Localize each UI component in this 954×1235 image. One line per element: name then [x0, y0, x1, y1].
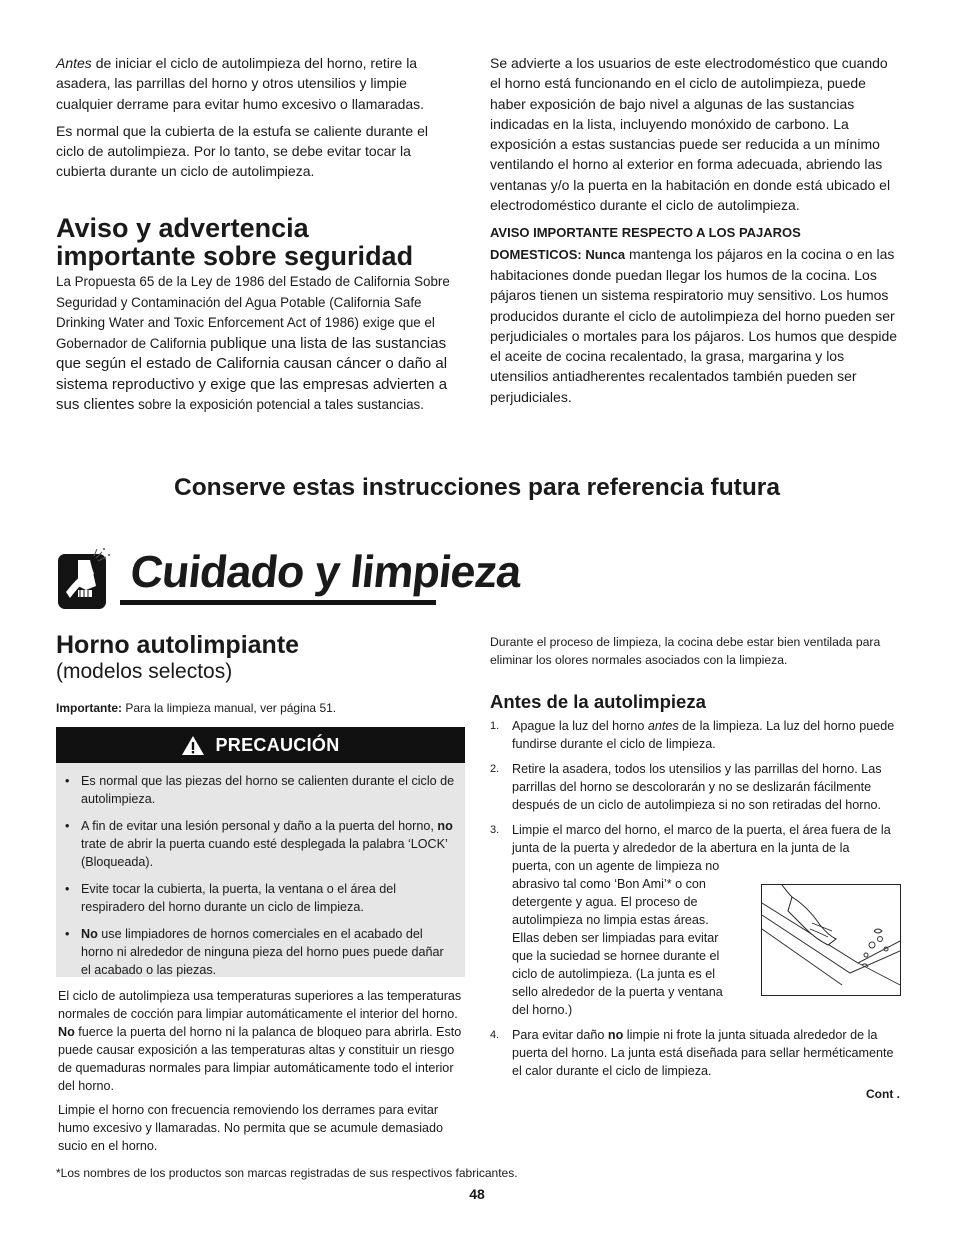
right-top-column	[490, 53, 902, 407]
caution-item	[56, 817, 455, 871]
step-number: 3.	[490, 824, 500, 836]
aviso-heading	[56, 214, 462, 270]
birds-paragraph	[490, 222, 902, 407]
section-title: Cuidado y limpieza	[128, 546, 524, 597]
selfclean-bold: No	[58, 1025, 75, 1039]
warning-icon	[181, 735, 205, 756]
step-text: Limpie el marco del horno, el marco de la puerta, el área fuera de la junta de la puerta y alrededor de la abertura en la junta de la	[512, 823, 891, 855]
birds-text: mantenga los pájaros en la cocina o en las habitaciones donde puedan llegar los humos de la cocina. Los pájaros tienen un sistema respiratorio muy sensitivo. Los humos producidos durante el ciclo de autolimpieza del horno pueden ser perjudiciales o mortales para los pájaros. Los humos que despide el aceite de cocina recalentado, la grasa, margarina y los utensilios antiadherentes recalentados también pueden ser perjudiciales.	[490, 245, 898, 405]
aviso-heading-line1: Aviso y advertencia	[56, 213, 309, 243]
caution-item-text: Evite tocar la cubierta, la puerta, la ventana o el área del respiradero del horno durante un ciclo de limpieza.	[81, 882, 397, 914]
frequency-paragraph: Limpie el horno con frecuencia removiendo los derrames para evitar humo excesivo y llamaradas. No permita que se acumule demasiado sucio en el horno.	[58, 1103, 444, 1153]
footnote: *Los nombres de los productos son marcas registradas de sus respectivos fabricantes.	[56, 1166, 518, 1180]
step-bold: no	[607, 1028, 624, 1042]
caution-item-text: trate de abrir la puerta cuando esté desplegada la palabra ‘LOCK’ (Bloqueada).	[81, 837, 448, 869]
caution-list	[56, 763, 465, 979]
step-text: Retire la asadera, todos los utensilios y las parrillas del horno. Las parrillas del horno se descolorarán y no se deslizarán fácilmente después de un ciclo de autolimpieza si no son retiradas del horno.	[512, 762, 882, 812]
step-text: limpie ni frote la junta situada alrededor de la puerta del horno. La junta está diseñada para sellar herméticamente el calor durante el ciclo de limpieza.	[512, 1028, 894, 1078]
intro-paragraph	[56, 53, 456, 114]
oven-cleaning-illustration	[761, 884, 901, 996]
cleaning-icon	[56, 546, 108, 608]
continued-label: Cont .	[866, 1087, 900, 1101]
caution-item	[56, 880, 455, 916]
importante-note	[56, 699, 466, 717]
step-text: Apague la luz del horno	[512, 719, 648, 733]
caution-item	[56, 925, 455, 979]
selfclean-text: fuerce la puerta del horno ni la palanca de bloqueo para abrirla. Esto puede causar exposición a las temperaturas altas y constituir un riesgo de quemaduras normales para limpiar automáticamente todo el interior del horno.	[58, 1025, 462, 1093]
step-number: 2.	[490, 763, 500, 775]
antes-heading: Antes de la autolimpieza	[490, 691, 706, 712]
caution-title: PRECAUCIÓN	[215, 734, 340, 755]
aviso-section	[56, 214, 462, 416]
step-number: 4.	[490, 1029, 500, 1041]
caution-item-text: A fin de evitar una lesión personal y daño a la puerta del horno,	[81, 819, 438, 833]
step-emphasis: antes	[647, 719, 679, 733]
caution-item	[56, 772, 455, 808]
horno-subheading: (modelos selectos)	[56, 660, 233, 683]
page-number: 48	[469, 1186, 485, 1202]
selfclean-paragraph	[58, 987, 463, 1095]
caution-header	[56, 727, 465, 763]
left-bottom-text	[58, 987, 463, 1155]
step-text: puerta, con un agente de limpieza no abrasivo tal como ‘Bon Ami’* o con detergente y agua. El proceso de autolimpieza no limpia estas áreas. Ellas deben ser limpiadas para evitar que la suciedad se hornee durante el ciclo de autolimpieza. (La junta es el sello alrededor de la puerta y ventana del horno.)	[512, 859, 723, 1017]
caution-item-text: use limpiadores de hornos comerciales en el acabado del horno ni alrededor de ninguna pieza del horno pues puede dañar el acabado o las piezas.	[81, 927, 444, 977]
stovetop-paragraph: Es normal que la cubierta de la estufa se caliente durante el ciclo de autolimpieza. Por lo tanto, se debe evitar tocar la cubierta durante un ciclo de autolimpieza.	[56, 122, 429, 180]
aviso-body-part1: La Propuesta 65 de la Ley de 1986 del Estado de California Sobre Seguridad y Contaminación del Agua Potable (California Safe Drinking Water and Toxic Enforcement Act of 1986) exige que el Gobernador de California	[56, 274, 450, 351]
aviso-body-part3: sobre la exposición potencial a tales sustancias.	[134, 397, 424, 412]
birds-warning-bold-b: DOMESTICOS: Nunca	[490, 246, 626, 262]
ventilation-paragraph: Durante el proceso de limpieza, la cocina debe estar bien ventilada para eliminar los olores normales asociados con la limpieza.	[490, 635, 881, 667]
section-title-block	[56, 542, 524, 612]
step-text: Para evitar daño	[512, 1028, 608, 1042]
step-item	[490, 1026, 902, 1080]
importante-label: Importante:	[56, 701, 122, 715]
birds-warning-bold-a: AVISO IMPORTANTE RESPECTO A LOS PAJAROS	[490, 225, 801, 241]
caution-item-bold: no	[437, 819, 453, 833]
left-top-column	[56, 53, 456, 182]
step-text: de la limpieza. La luz del horno puede fundirse durante el ciclo de limpieza.	[512, 719, 895, 751]
intro-emphasis: Antes	[56, 55, 92, 71]
importante-text: Para la limpieza manual, ver página 51.	[122, 701, 337, 715]
aviso-heading-line2: importante sobre seguridad	[56, 241, 414, 271]
step-item	[490, 717, 902, 753]
aviso-body-part2: publique una lista de las sustancias que según el estado de California causan cáncer o daño al sistema reproductivo y exige que las empresas advierten a sus clientes	[56, 334, 448, 413]
caution-item-bold: No	[81, 927, 98, 941]
caution-item-text: Es normal que las piezas del horno se calienten durante el ciclo de autolimpieza.	[81, 774, 455, 806]
caution-box	[56, 727, 465, 977]
intro-text: de iniciar el ciclo de autolimpieza del horno, retire la asadera, las parrillas del horno y otros utensilios y limpie cualquier derrame para evitar humo excesivo o llamaradas.	[56, 55, 425, 112]
step-number: 1.	[490, 720, 500, 732]
horno-section	[56, 631, 466, 717]
aviso-body	[56, 272, 462, 416]
horno-heading: Horno autolimpiante	[56, 631, 300, 659]
conserve-heading: Conserve estas instrucciones para referencia futura	[174, 474, 780, 501]
selfclean-text: El ciclo de autolimpieza usa temperaturas superiores a las temperaturas normales de cocción para limpiar automáticamente el interior del horno.	[58, 989, 462, 1021]
title-underline	[120, 600, 436, 605]
right-bottom-column	[490, 633, 902, 1101]
exposure-paragraph: Se advierte a los usuarios de este electrodoméstico que cuando el horno está funcionando en el ciclo de autolimpieza, puede haber exposición de bajo nivel a algunas de las sustancias indicadas en la lista, incluyendo monóxido de carbono. La exposición a estas sustancias puede ser reducida a un mínimo ventilando el horno al exterior en forma adecuada, abriendo las ventanas y/o la puerta en la habitación en donde está ubicado el electrodoméstico durante el ciclo de autolimpieza.	[490, 55, 891, 214]
step-item	[490, 760, 902, 814]
